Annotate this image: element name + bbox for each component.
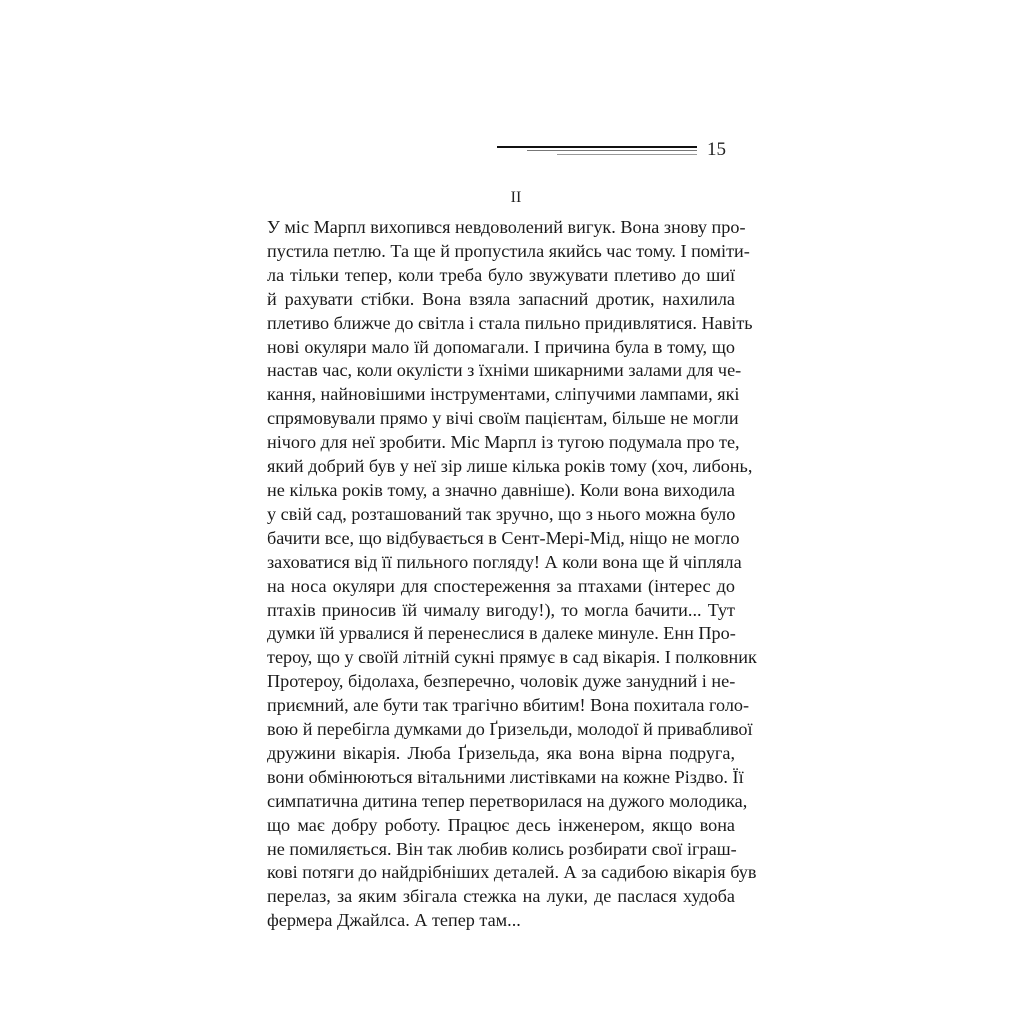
- header-rule-middle: [527, 150, 697, 151]
- text-line: думки їй урвалися й перенеслися в далеке минуле. Енн Про-: [267, 623, 736, 644]
- text-line: приємний, але бути так трагічно вбитим! Вона похитала голо-: [267, 695, 750, 716]
- text-line: вони обмінюються вітальними листівками на кожне Різдво. Її: [267, 766, 744, 787]
- text-line: вою й перебігла думками до Ґризельди, молодої й привабливої: [267, 719, 753, 740]
- text-line: птахів приносив їй чималу вигоду!), то могла бачити... Тут: [267, 599, 735, 620]
- text-line: Протероу, бідолаха, безперечно, чоловік дуже занудний і не-: [267, 671, 736, 692]
- text-line: пустила петлю. Та ще й пропустила якийсь час тому. І поміти-: [267, 240, 750, 261]
- text-line: який добрий був у неї зір лише кілька років тому (хоч, либонь,: [267, 456, 753, 477]
- text-line: плетиво ближче до світла і стала пильно придивлятися. Навіть: [267, 312, 753, 333]
- text-line: на носа окуляри для спостереження за птахами (інтерес до: [267, 575, 735, 596]
- text-line: бачити все, що відбувається в Сент-Мері-Мід, ніщо не могло: [267, 527, 740, 548]
- text-line: тероу, що у своїй літній сукні прямує в сад вікарія. І полковник: [267, 647, 757, 668]
- text-line: нові окуляри мало їй допомагали. І причина була в тому, що: [267, 336, 735, 357]
- header-rule-top: [497, 146, 697, 148]
- text-line: спрямовували прямо у вічі своїм пацієнтам, більше не могли: [267, 408, 739, 429]
- text-line: кання, найновішими інструментами, сліпучими лампами, які: [267, 384, 740, 405]
- text-line: не кілька років тому, а значно давніше). Коли вона виходила: [267, 479, 735, 500]
- text-line: кові потяги до найдрібніших деталей. А за садибою вікарія був: [267, 862, 757, 883]
- text-line: що має добру роботу. Працює десь інженером, якщо вона: [267, 814, 735, 835]
- section-number: II: [510, 189, 522, 206]
- text-line: нічого для неї зробити. Міс Марпл із тугою подумала про те,: [267, 432, 740, 453]
- text-line: не помиляється. Він так любив колись розбирати свої іграш-: [267, 838, 737, 859]
- text-line: симпатична дитина тепер перетворилася на дужого молодика,: [267, 790, 748, 811]
- text-line: дружини вікарія. Люба Ґризельда, яка вона вірна подруга,: [267, 742, 735, 763]
- page-number: 15: [707, 139, 726, 160]
- text-line: настав час, коли окулісти з їхніми шикарними залами для че-: [267, 360, 742, 381]
- text-line: перелаз, за яким збігала стежка на луки, де паслася худоба: [267, 886, 735, 907]
- header-rule-bottom: [557, 154, 697, 155]
- text-line: заховатися від її пильного погляду! А коли вона ще й чіпляла: [267, 551, 742, 572]
- text-line: ла тільки тепер, коли треба було звужувати плетиво до шиї: [267, 264, 735, 285]
- text-line: У міс Марпл вихопився невдоволений вигук. Вона знову про-: [267, 217, 746, 237]
- body-text: [267, 216, 757, 933]
- text-line: й рахувати стібки. Вона взяла запасний дротик, нахилила: [267, 288, 735, 309]
- text-line: фермера Джайлса. А тепер там...: [267, 910, 521, 931]
- text-line: у свій сад, розташований так зручно, що з нього можна було: [267, 503, 736, 524]
